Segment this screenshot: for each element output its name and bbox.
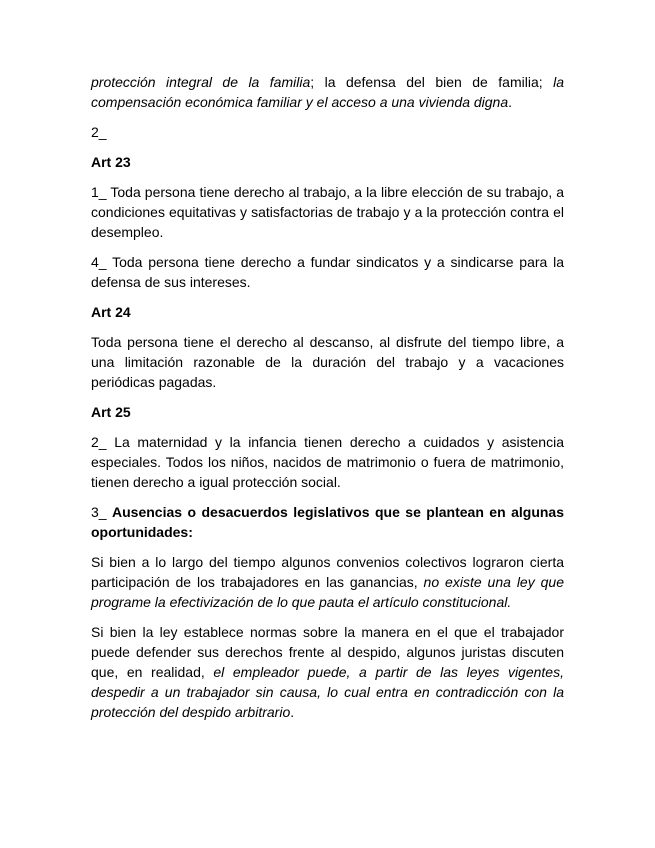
paragraph-family-protection	[91, 72, 564, 112]
italic-text: no existe una ley que programe la efectivización de lo que pauta el artículo constitucional.	[91, 574, 564, 610]
article-23-paragraph-1: 1_ Toda persona tiene derecho al trabajo, a la libre elección de su trabajo, a condiciones equitativas y satisfactorias de trabajo y a la protección contra el desempleo.	[91, 184, 564, 240]
article-heading-25: Art 25	[91, 404, 131, 420]
section-3-paragraph-2	[91, 622, 564, 722]
section-number: 3_	[91, 504, 113, 520]
section-title: Ausencias o desacuerdos legislativos que se plantean en algunas oportunidades:	[91, 504, 564, 540]
italic-text: protección integral de la familia	[91, 74, 311, 90]
article-heading-24: Art 24	[91, 304, 131, 320]
italic-text: el empleador puede, a partir de las leyes vigentes, despedir a un trabajador sin causa, lo cual entra en contradicción con la protección del despido arbitrario	[91, 664, 564, 720]
plain-text: Si bien la ley establece normas sobre la manera en el que el trabajador puede defender sus derechos frente al despido, algunos juristas discuten que, en realidad,	[91, 624, 564, 680]
section-3-heading	[91, 502, 564, 542]
italic-text: la compensación económica familiar y el acceso a una vivienda digna	[91, 74, 564, 110]
plain-text: .	[508, 94, 513, 110]
article-heading-23: Art 23	[91, 154, 131, 170]
plain-text: Si bien a lo largo del tiempo algunos convenios colectivos lograron cierta participación de los trabajadores en las ganancias,	[91, 554, 564, 590]
document-page	[91, 72, 564, 732]
article-24-paragraph: Toda persona tiene el derecho al descanso, al disfrute del tiempo libre, a una limitación razonable de la duración del trabajo y a vacaciones periódicas pagadas.	[91, 334, 564, 390]
article-25-paragraph-2: 2_ La maternidad y la infancia tienen derecho a cuidados y asistencia especiales. Todos los niños, nacidos de matrimonio o fuera de matrimonio, tienen derecho a igual protección social.	[91, 434, 564, 490]
item-number: 2_	[91, 124, 107, 140]
section-3-paragraph-1	[91, 552, 564, 612]
plain-text: ; la defensa del bien de familia;	[310, 74, 554, 90]
article-23-paragraph-4: 4_ Toda persona tiene derecho a fundar sindicatos y a sindicarse para la defensa de sus intereses.	[91, 254, 564, 290]
plain-text: .	[290, 704, 295, 720]
